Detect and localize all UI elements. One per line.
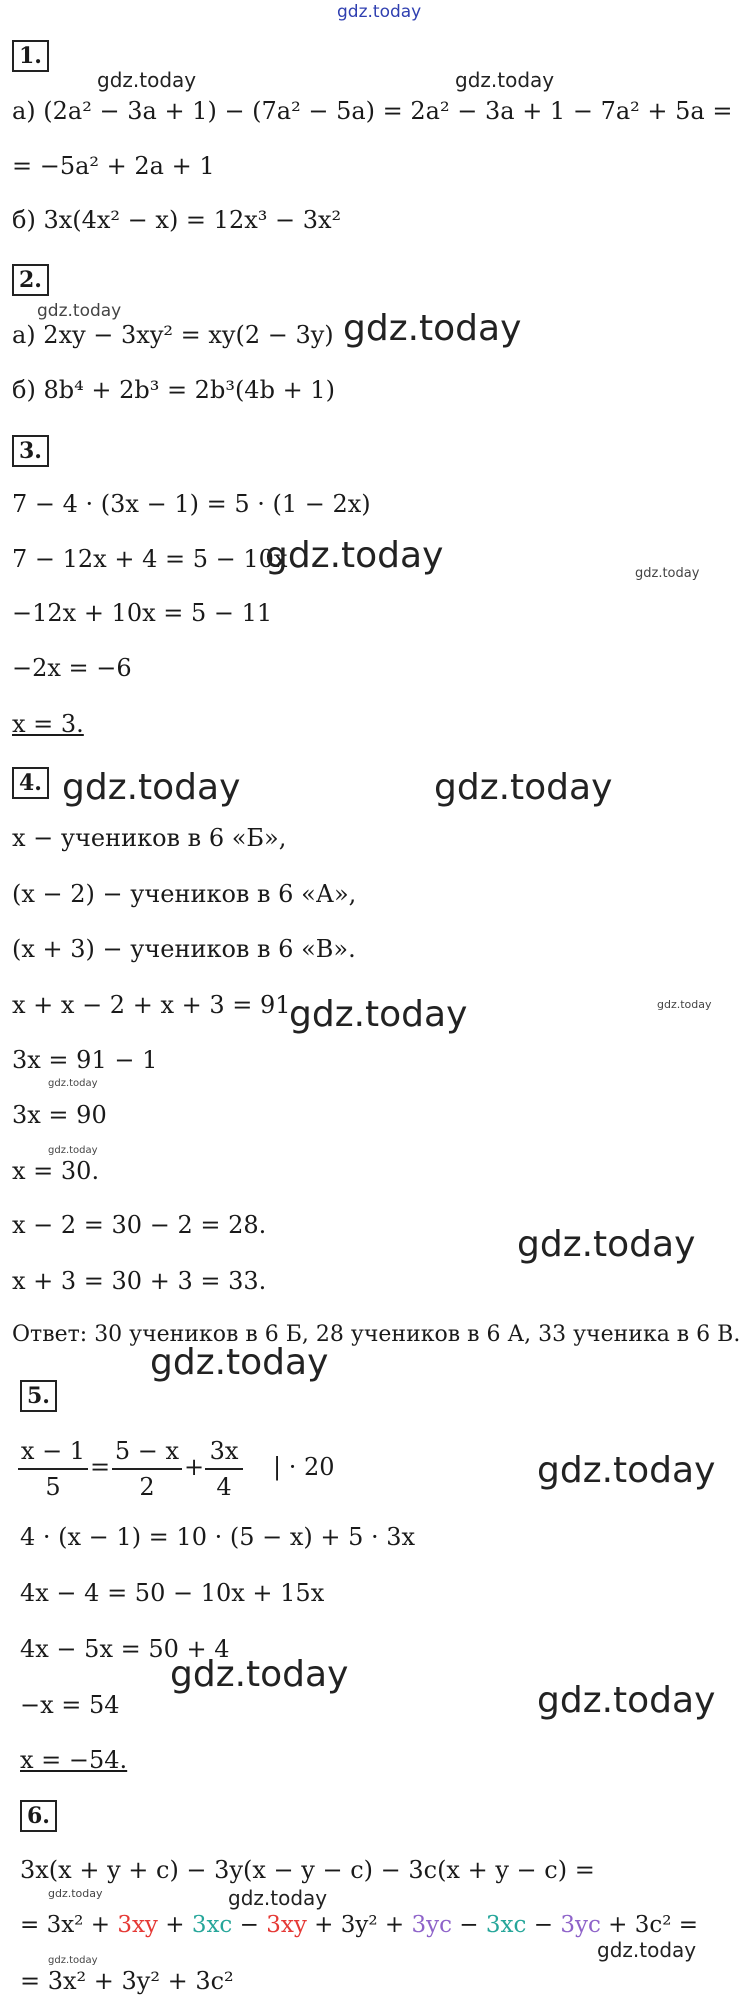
task6-line-2 xyxy=(20,1910,698,1940)
task-number-2: 2. xyxy=(12,264,49,296)
task-number-3: 3. xyxy=(12,435,49,467)
term: − xyxy=(452,1912,486,1938)
task4-line-3: (x + 3) − учеников в 6 «В». xyxy=(12,935,356,963)
task5-answer: x = −54. xyxy=(20,1746,128,1774)
task3-line-2: 7 − 12x + 4 = 5 − 10x xyxy=(12,545,288,573)
multiplier-note: | · 20 xyxy=(273,1453,335,1481)
task5-line-3: 4x − 4 = 50 − 10x + 15x xyxy=(20,1579,325,1607)
term-purple: 3yc xyxy=(411,1912,452,1938)
term: = 3x² + xyxy=(20,1912,118,1938)
task5-line-5: −x = 54 xyxy=(20,1691,120,1719)
watermark: gdz.today xyxy=(48,1955,98,1966)
task4-line-6: 3x = 90 xyxy=(12,1101,107,1129)
watermark: gdz.today xyxy=(48,1078,98,1089)
task4-answer: Ответ: 30 учеников в 6 Б, 28 учеников в 6 А, 33 ученика в 6 В. xyxy=(12,1322,741,1347)
term-purple: 3yc xyxy=(560,1912,601,1938)
fraction-1-denominator: 5 xyxy=(45,1473,61,1501)
fraction-2-denominator: 2 xyxy=(139,1473,155,1501)
watermark: gdz.today xyxy=(62,767,241,808)
term-red: 3xy xyxy=(266,1912,307,1938)
term-green: 3xc xyxy=(191,1912,233,1938)
fraction-3-numerator: 3x xyxy=(209,1437,239,1465)
term: + 3c² = xyxy=(600,1912,699,1938)
watermark: gdz.today xyxy=(289,994,468,1035)
watermark: gdz.today xyxy=(597,1938,697,1962)
fraction-2-numerator: 5 − x xyxy=(114,1437,180,1465)
fraction-1-numerator: x − 1 xyxy=(20,1437,86,1465)
task1-line-b: б) 3x(4x² − x) = 12x³ − 3x² xyxy=(12,206,342,234)
task2-line-a: а) 2xy − 3xy² = xy(2 − 3y) xyxy=(12,321,334,349)
equals-sign: = xyxy=(90,1453,111,1481)
watermark: gdz.today xyxy=(150,1342,329,1383)
task4-line-2: (x − 2) − учеников в 6 «А», xyxy=(12,880,357,908)
watermark: gdz.today xyxy=(434,767,613,808)
watermark: gdz.today xyxy=(48,1145,98,1156)
task-number-1: 1. xyxy=(12,40,49,72)
watermark: gdz.today xyxy=(48,1887,103,1900)
fraction-3 xyxy=(205,1436,243,1502)
term: + xyxy=(157,1912,192,1938)
watermark: gdz.today xyxy=(265,535,444,576)
term-green: 3xc xyxy=(485,1912,527,1938)
task3-line-3: −12x + 10x = 5 − 11 xyxy=(12,599,273,627)
term: + 3y² + xyxy=(306,1912,412,1938)
fraction-1 xyxy=(18,1436,88,1502)
watermark: gdz.today xyxy=(657,998,712,1011)
task2-line-b: б) 8b⁴ + 2b³ = 2b³(4b + 1) xyxy=(12,376,335,404)
task-number-4: 4. xyxy=(12,767,49,799)
task5-line-4: 4x − 5x = 50 + 4 xyxy=(20,1635,230,1663)
term-red: 3xy xyxy=(117,1912,158,1938)
task4-line-4: x + x − 2 + x + 3 = 91 xyxy=(12,991,291,1019)
term: − xyxy=(526,1912,561,1938)
watermark: gdz.today xyxy=(228,1886,328,1910)
task-number-6: 6. xyxy=(20,1800,57,1832)
task4-line-5: 3x = 91 − 1 xyxy=(12,1046,158,1074)
plus-sign: + xyxy=(184,1453,205,1481)
watermark: gdz.today xyxy=(170,1654,349,1695)
watermark: gdz.today xyxy=(343,308,522,349)
watermark: gdz.today xyxy=(97,68,197,92)
watermark: gdz.today xyxy=(337,2,422,22)
task4-line-7: x = 30. xyxy=(12,1157,100,1185)
task4-line-9: x + 3 = 30 + 3 = 33. xyxy=(12,1267,267,1295)
task4-line-1: x − учеников в 6 «Б», xyxy=(12,824,287,852)
task-number-5: 5. xyxy=(20,1380,57,1412)
task3-line-1: 7 − 4 · (3x − 1) = 5 · (1 − 2x) xyxy=(12,490,371,518)
task3-answer: x = 3. xyxy=(12,710,84,738)
task6-line-1: 3x(x + y + c) − 3y(x − y − c) − 3c(x + y − c) = xyxy=(20,1856,595,1884)
fraction-2 xyxy=(112,1436,182,1502)
term: − xyxy=(232,1912,267,1938)
task1-line-a1: а) (2a² − 3a + 1) − (7a² − 5a) = 2a² − 3a + 1 − 7a² + 5a = xyxy=(12,97,733,125)
watermark: gdz.today xyxy=(537,1680,716,1721)
task1-line-a2: = −5a² + 2a + 1 xyxy=(12,152,215,180)
watermark: gdz.today xyxy=(635,566,700,581)
watermark: gdz.today xyxy=(37,301,122,321)
task6-line-3: = 3x² + 3y² + 3c² xyxy=(20,1967,234,1995)
task4-line-8: x − 2 = 30 − 2 = 28. xyxy=(12,1211,267,1239)
watermark: gdz.today xyxy=(455,68,555,92)
watermark: gdz.today xyxy=(537,1450,716,1491)
fraction-3-denominator: 4 xyxy=(216,1473,232,1501)
task5-line-2: 4 · (x − 1) = 10 · (5 − x) + 5 · 3x xyxy=(20,1523,416,1551)
watermark: gdz.today xyxy=(517,1224,696,1265)
task3-line-4: −2x = −6 xyxy=(12,654,132,682)
